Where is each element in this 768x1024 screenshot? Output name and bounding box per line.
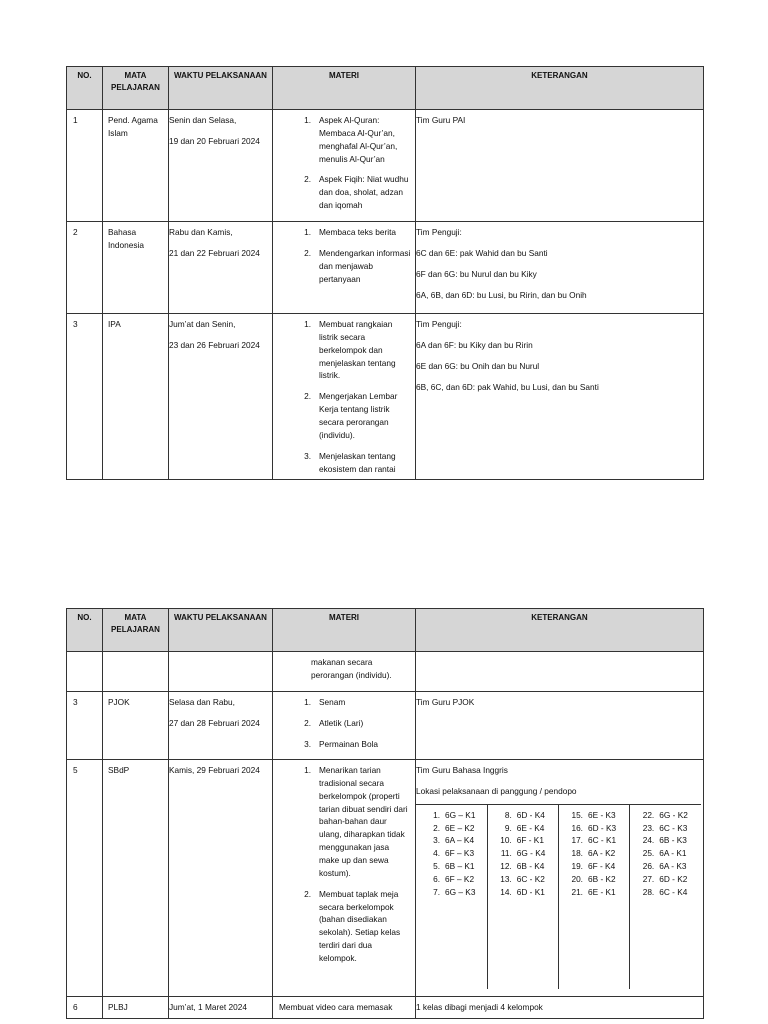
list-item: 2. 6E – K2 <box>433 822 475 833</box>
list-item: 6. 6F – K2 <box>433 874 475 885</box>
table-row <box>67 652 704 692</box>
schedule-time: Selasa dan Rabu, 27 dan 28 Februari 2024 <box>169 692 273 760</box>
list-item: 19. 6F - K4 <box>571 861 616 872</box>
table-row <box>67 222 704 314</box>
list-item: 17. 6C - K1 <box>571 835 617 846</box>
list-item: 12. 6B - K4 <box>500 861 545 872</box>
list-item: 10. 6F - K1 <box>500 835 544 846</box>
list-item: 2. Membuat taplak meja secara berkelompok (bahan disediakan sekolah). Setiap kelas terdiri dari dua kelompok. <box>304 888 401 964</box>
list-item: 15. 6E - K3 <box>571 809 616 820</box>
list-item: 26. 6A - K3 <box>642 861 687 872</box>
row-number: 3 <box>67 314 103 480</box>
table-row <box>67 692 704 760</box>
list-item: 1. Membaca teks berita <box>304 227 397 237</box>
location-column-2 <box>487 804 558 989</box>
list-item: 2. Atletik (Lari) <box>304 717 364 728</box>
list-item: 1. Membuat rangkaian listrik secara berkelompok dan menjelaskan tentang listrik. <box>304 319 396 381</box>
header-mata-pelajaran: MATA PELAJARAN <box>103 67 169 110</box>
materi-list <box>273 692 416 760</box>
header-keterangan: KETERANGAN <box>416 67 704 110</box>
list-item: 2. Aspek Fiqih: Niat wudhu dan doa, sholat, adzan dan iqomah <box>304 174 409 211</box>
subject-name: Bahasa Indonesia <box>103 222 169 314</box>
list-item: 3. Permainan Bola <box>304 738 379 749</box>
subject-name: IPA <box>103 314 169 480</box>
list-item: 16. 6D - K3 <box>571 822 617 833</box>
materi-list <box>273 222 416 314</box>
subject-name: PJOK <box>103 692 169 760</box>
schedule-time <box>169 110 273 222</box>
list-item: 2. Mengerjakan Lembar Kerja tentang listrik secara perorangan (individu). <box>304 391 398 440</box>
row-number: 3 <box>67 692 103 760</box>
row-number: 2 <box>67 222 103 314</box>
table-row <box>67 760 704 997</box>
keterangan: 1 kelas dibagi menjadi 4 kelompok <box>416 997 704 1019</box>
keterangan: Tim Guru Bahasa Inggris Lokasi pelaksanaan di panggung / pendopo 1. 6G – K1 2. 6E – K2 3. 6A – K4 4. 6F – K3 5. 6B – K1 6. 6F – K2 7. 6G – K3 8. 6D - K4 9. 6E - K4 10. 6F - K1 11. 6G - K4 12. 6B - K4 13. 6C - K2 14. 6D - K1 15. 6E - K3 16. 6D - K3 17. 6C - K1 18. 6A - K2 19. 6F - K4 20. 6B - K2 21. 6E - K1 22. 6G - K2 23. 6C - K3 24. 6B - K3 25. 6A - K1 26. 6A - K3 27. 6D - K2 28. 6C - K4 <box>416 760 704 997</box>
schedule-table-1 <box>66 66 704 480</box>
subject-name: Pend. Agama Islam <box>103 110 169 222</box>
location-column-3 <box>559 804 630 989</box>
row-number: 6 <box>67 997 103 1019</box>
materi-text: Membuat video cara memasak <box>273 997 416 1019</box>
keterangan: Tim Penguji: 6A dan 6F: bu Kiky dan bu Ririn 6E dan 6G: bu Onih dan bu Nurul 6B, 6C, dan 6D: pak Wahid, bu Lusi, dan bu Santi <box>416 314 704 480</box>
table-row <box>67 997 704 1019</box>
header-no: NO. <box>67 67 103 110</box>
list-item: 20. 6B - K2 <box>571 874 616 885</box>
list-item: 25. 6A - K1 <box>642 848 687 859</box>
schedule-time: Jum’at dan Senin, 23 dan 26 Februari 2024 <box>169 314 273 480</box>
table-header-row <box>67 609 704 652</box>
header-materi: MATERI <box>273 67 416 110</box>
materi-continuation: makanan secara perorangan (individu). <box>273 652 416 692</box>
header-keterangan: KETERANGAN <box>416 609 704 652</box>
schedule-table-2 <box>66 608 704 1019</box>
table-row <box>67 314 704 480</box>
list-item: 3. Menjelaskan tentang ekosistem dan rantai <box>304 450 396 474</box>
list-item: 1. Senam <box>304 697 346 707</box>
table-row <box>67 110 704 222</box>
list-item: 5. 6B – K1 <box>433 861 475 872</box>
list-item: 8. 6D - K4 <box>504 809 545 820</box>
list-item: 4. 6F – K3 <box>433 848 475 859</box>
materi-list <box>273 760 416 997</box>
list-item: 1. 6G – K1 <box>433 809 476 820</box>
header-mata-pelajaran: MATA PELAJARAN <box>103 609 169 652</box>
materi-list <box>273 314 416 480</box>
table-header-row <box>67 67 704 110</box>
keterangan: Tim Guru PAI <box>416 110 704 222</box>
location-column-1 <box>416 804 487 989</box>
keterangan: Tim Penguji: 6C dan 6E: pak Wahid dan bu Santi 6F dan 6G: bu Nurul dan bu Kiky 6A, 6B, dan 6D: bu Lusi, bu Ririn, dan bu Onih <box>416 222 704 314</box>
schedule-time: Kamis, 29 Februari 2024 <box>169 760 273 997</box>
list-item: 1. Menarikan tarian tradisional secara berkelompok (properti tarian dibuat sendiri dari bahan-bahan daur ulang, diharapkan tidak menggunakan jasa make up dan sewa kostum). <box>304 765 408 878</box>
header-waktu: WAKTU PELAKSANAAN <box>169 609 273 652</box>
time-days: Senin dan Selasa, <box>169 115 237 125</box>
list-item: 23. 6C - K3 <box>642 822 688 833</box>
list-item: 1. Aspek Al-Quran: Membaca Al-Qur’an, menghafal Al-Qur’an, menulis Al-Qur’an <box>304 115 398 164</box>
header-materi: MATERI <box>273 609 416 652</box>
header-waktu: WAKTU PELAKSANAAN <box>169 67 273 110</box>
header-no: NO. <box>67 609 103 652</box>
subject-name: SBdP <box>103 760 169 997</box>
list-item: 22. 6G - K2 <box>642 809 688 820</box>
list-item: 24. 6B - K3 <box>642 835 687 846</box>
list-item: 27. 6D - K2 <box>642 874 688 885</box>
time-dates: 19 dan 20 Februari 2024 <box>169 135 260 146</box>
list-item: 11. 6G - K4 <box>500 848 546 859</box>
keterangan: Tim Guru PJOK <box>416 692 704 760</box>
schedule-time: Rabu dan Kamis, 21 dan 22 Februari 2024 <box>169 222 273 314</box>
list-item: 21. 6E - K1 <box>571 886 616 897</box>
row-number: 5 <box>67 760 103 997</box>
materi-list <box>273 110 416 222</box>
row-number: 1 <box>67 110 103 222</box>
list-item: 18. 6A - K2 <box>571 848 616 859</box>
list-item: 2. Mendengarkan informasi dan menjawab pertanyaan <box>304 247 411 284</box>
schedule-time: Jum’at, 1 Maret 2024 <box>169 997 273 1019</box>
subject-name: PLBJ <box>103 997 169 1019</box>
list-item: 3. 6A – K4 <box>433 835 475 846</box>
list-item: 13. 6C - K2 <box>500 874 545 885</box>
location-column-4 <box>630 804 701 989</box>
list-item: 14. 6D - K1 <box>500 886 545 897</box>
location-grid <box>416 804 701 989</box>
list-item: 7. 6G – K3 <box>433 886 476 897</box>
list-item: 28. 6C - K4 <box>642 886 688 897</box>
list-item: 9. 6E - K4 <box>504 822 545 833</box>
